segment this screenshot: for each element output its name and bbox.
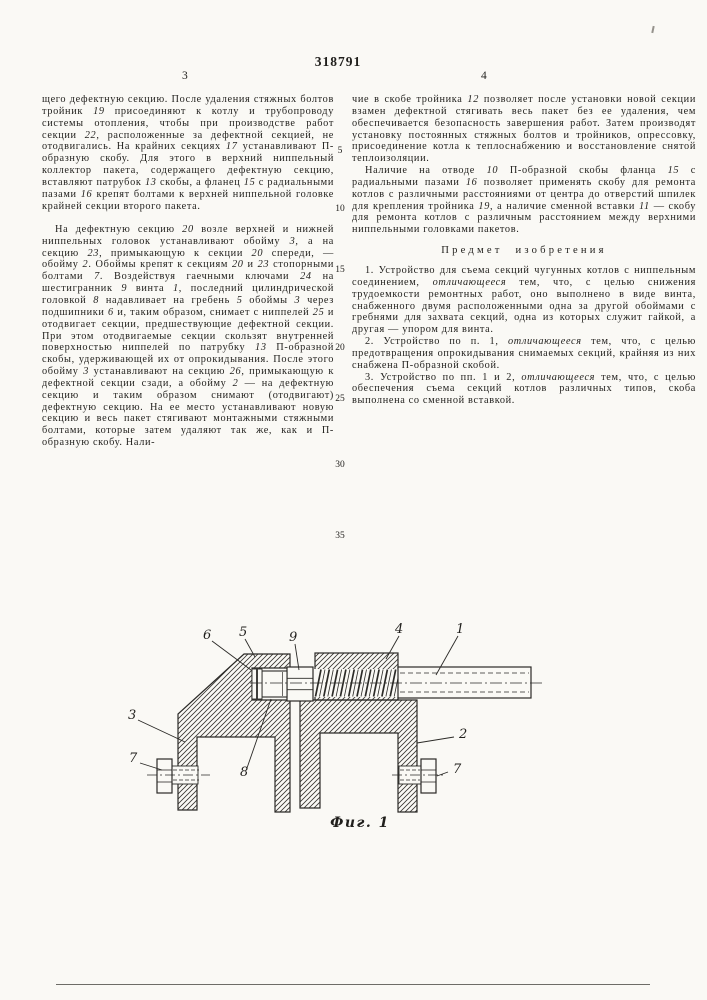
figure-label: 4 [395, 622, 404, 637]
figure-caption: Фиг. 1 [330, 815, 390, 831]
section-heading: Предмет изобретения [441, 245, 607, 257]
screw-shank-shape [398, 667, 531, 698]
figure-label: 5 [239, 625, 248, 640]
line-number: 25 [335, 394, 345, 404]
right-column-text [352, 94, 696, 407]
figure-label: 7 [453, 762, 462, 777]
leader-line [295, 644, 299, 670]
claim-paragraph: 1. Устройство для съема секций чугунных котлов с ниппельным соединением, отличающееся тем, что, с целью снижения трудоемкости ремонтных работ, оно выполнено в виде винта, снабженного двумя расположенными одна за другой обоймами с гребнями для захвата секций, одна из которых служит гайкой, а другая — упором для винта. [352, 264, 696, 336]
line-number: 10 [335, 204, 345, 214]
figure-label: 9 [289, 630, 298, 645]
figure-label: 3 [128, 708, 137, 723]
paragraph: щего дефектную секцию. После удаления стяжных болтов тройник 19 присоединяют к котлу и трубопроводу системы отопления, чтобы при производстве работ секции 22, расположенные за дефектной секцией, не отодвигались. На крайних секциях 17 устанавливают П-образную скобу. Для этого в верхний ниппельный коллектор пакета, содержащего дефектную секцию, вставляют патрубок 13 скобы, а фланец 15 с радиальными пазами 16 крепят болтами к верхней ниппельной головке крайней секции второго пакета. [42, 94, 335, 212]
screw-head-shape [262, 671, 287, 697]
paragraph: Наличие на отводе 10 П-образной скобы фланца 15 с радиальными пазами 16 позволяет применять скобу для ремонта котлов с различными расстояниями от центра до отверстий шпилек для крепления тройника 19, а наличие сменной вставки 11 — скобу для ремонта котлов с различным расстоянием между верхними ниппельными головками пакетов. [352, 165, 697, 236]
column-number-right: 4 [481, 70, 487, 82]
paragraph: На дефектную секцию 20 возле верхней и нижней ниппельных головок устанавливают обойму 3, а на секцию 23, примыкающую к секции 20 спереди, — обойму 2. Обоймы крепят к секциям 20 и 23 стопорными болтами 7. Воздействуя гаечными ключами 24 на шестигранник 9 винта 1, последний цилиндрической головкой 8 надавливает на гребень 5 обоймы 3 через подшипники 6 и, таким образом, снимает с ниппелей 25 и отодвигает секции, предшествующие дефектной секции. При этом отодвигаемые секции скользят внутренней поверхностью ниппелей по патрубку 13 П-образной скобы, удерживающей их от опрокидывания. После этого обойму 3 устанавливают на секцию 26, примыкающую к дефектной секции сзади, а обойму 2 — на дефектную секцию и таким образом снимают (отодвигают) дефектную секцию. На ее место устанавливают новую секцию и весь пакет стягивают монтажными стяжными болтами, которые затем удаляют так же, как и П-образную скобу. Нали- [42, 223, 335, 449]
figure-label: 7 [129, 751, 138, 766]
right-clamp-shape [300, 700, 417, 812]
line-number: 15 [335, 265, 345, 275]
leader-line [437, 772, 448, 776]
figure-1-drawing [0, 612, 707, 862]
paragraph: чие в скобе тройника 12 позволяет после установки новой секции взамен дефектной стягивать весь пакет без ее удаления, чем обеспечивается безопасность завершения работ. Затем производят установку постоянных стяжных болтов и тройников, опрессовку, присоединение котла к теплоснабжению и восстановление снятой теплоизоляции. [352, 94, 697, 165]
line-number: 5 [337, 146, 343, 156]
figure-label: 6 [203, 628, 212, 643]
column-number-left: 3 [182, 70, 188, 82]
washer-shape [258, 669, 263, 699]
leader-line [417, 737, 454, 743]
line-number: 20 [335, 343, 345, 353]
scan-speck [651, 26, 654, 33]
patent-number: 318791 [314, 54, 362, 69]
page-bottom-rule [56, 984, 650, 985]
line-number: 35 [335, 531, 345, 541]
figure-label: 2 [459, 727, 468, 742]
hex-nut-shape [287, 667, 313, 701]
washer-shape [252, 669, 257, 699]
claim-paragraph: 3. Устройство по пп. 1 и 2, отличающееся тем, что, с целью обеспечения съема секций котлов различных типов, скоба выполнена со сменной вставкой. [352, 371, 696, 407]
figure-label: 8 [240, 765, 249, 780]
claim-paragraph: 2. Устройство по п. 1, отличающееся тем, что, с целью предотвращения опрокидывания снимаемых секций, крайняя из них снабжена П-образной скобой. [352, 336, 696, 371]
left-column-text [42, 94, 334, 449]
line-number: 30 [335, 460, 345, 470]
figure-label: 1 [456, 622, 465, 637]
